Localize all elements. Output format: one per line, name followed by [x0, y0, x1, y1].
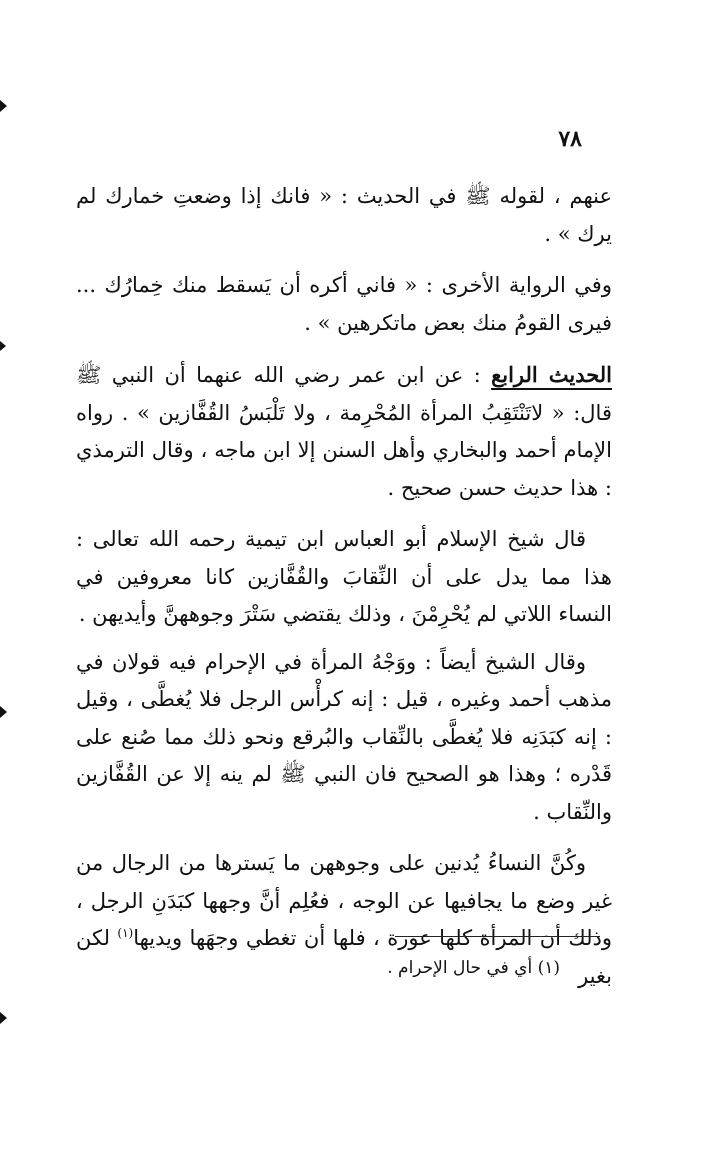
body-text: [76, 178, 612, 995]
paragraph-3-body: : عن ابن عمر رضي الله عنهما أن النبي ﷺ قال: « لاتَنْتَقِبُ المرأة المُحْرِمة ، ولا تَلْبَسُ القُفَّازين » . رواه الإمام أحمد والبخاري وأهل السنن إلا ابن ماجه ، وقال الترمذي : هذا حديث حسن صحيح .: [76, 363, 612, 500]
paragraph-5: وقال الشيخ أيضاً : ووَجْهُ المرأة في الإحرام فيه قولان في مذهب أحمد وغيره ، قيل : إنه كرأْس الرجل فلا يُغطَّى ، وقيل : إنه كبَدَنِه فلا يُغطَّى بالنِّقاب والبُرقع ونحو ذلك مما صُنع على قَدْره ؛ وهذا هو الصحيح فان النبي ﷺ لم ينه إلا عن القُفَّازين والنِّقاب .: [76, 649, 612, 824]
paragraph-6-text: وكُنَّ النساءُ يُدنين على وجوههن ما يَسترها من الرجال من غير وضع ما يجافيها عن الوجه ، فعُلِم أنَّ وجهها كبَدَنِ الرجل ، وذلك أن المرأة كلها عورة ، فلها أن تغطي وجهَها ويديها: [76, 851, 612, 950]
footnote-reference[interactable]: (١): [117, 926, 134, 940]
paragraph-4: قال شيخ الإسلام أبو العباس ابن تيمية رحمه الله تعالى : هذا مما يدل على أن النِّقابَ والقُفَّازين كانا معروفين في النساء اللاتي لم يُحْرِمْنَ ، وذلك يقتضي سَتْرَ وجوههنَّ وأيديهن .: [76, 527, 612, 626]
paragraph-3: [76, 356, 612, 507]
margin-mark-icon: [0, 1012, 10, 1024]
hadith-heading: الحديث الرابع: [491, 362, 612, 387]
margin-mark-icon: [0, 100, 10, 112]
footnote: (١) أي في حال الإحرام .: [387, 958, 560, 978]
paragraph-1: عنهم ، لقوله ﷺ في الحديث : « فانك إذا وضعتِ خمارك لم يرك » .: [76, 184, 612, 246]
paragraph-2: وفي الرواية الأخرى : « فاني أكره أن يَسقط منك خِمارُك ... فيرى القومُ منك بعض ماتكرهين » .: [76, 273, 612, 335]
margin-mark-icon: [0, 340, 10, 352]
paragraph-6-tail: لكن بغير: [76, 926, 612, 988]
footnote-divider: [395, 936, 600, 937]
page-number: ٧٨: [558, 126, 582, 152]
margin-mark-icon: [0, 706, 10, 718]
